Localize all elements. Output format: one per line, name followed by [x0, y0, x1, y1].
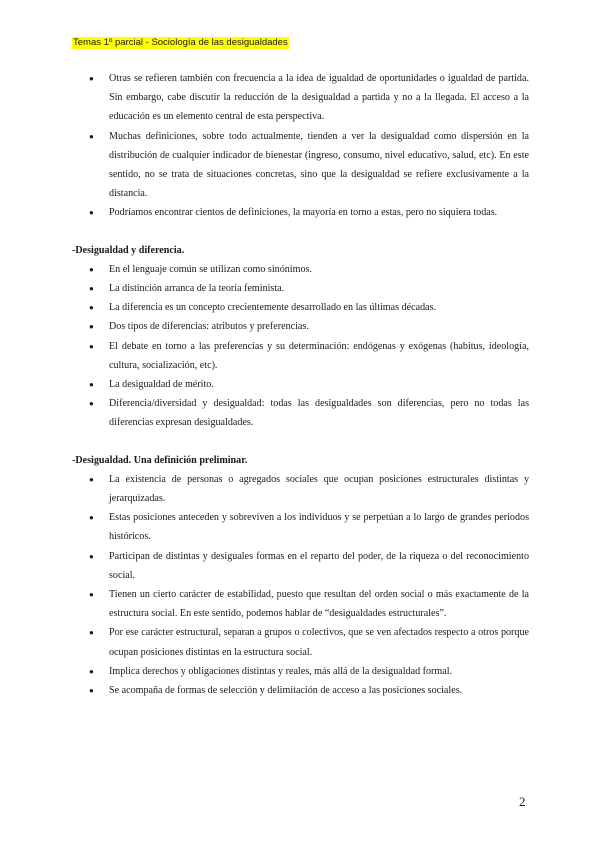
bullet-icon: ● — [89, 284, 94, 294]
bullet-item — [72, 681, 529, 700]
section-title-desigualdad-diferencia: -Desigualdad y diferencia. — [72, 244, 185, 256]
bullet-icon: ● — [89, 399, 94, 409]
bullet-item — [72, 470, 529, 508]
bullet-icon: ● — [89, 341, 94, 351]
bullet-item — [72, 508, 529, 546]
bullet-icon: ● — [89, 380, 94, 390]
bullet-text: Tienen un cierto carácter de estabilidad, puesto que resultan del orden social o más exactamente de la estructura social. En este sentido, podemos hablar de “desigualdades estructurales”. — [109, 589, 529, 620]
bullet-item — [72, 203, 529, 222]
bullet-text: Estas posiciones anteceden y sobreviven a los individuos y se perpetúan a lo largo de grandes periodos históricos. — [109, 512, 529, 543]
bullet-item — [72, 375, 529, 394]
bullet-text: La distinción arranca de la teoría feminista. — [109, 283, 285, 295]
bullet-text: La desigualdad de mérito. — [109, 379, 214, 391]
bullet-text: Por ese carácter estructural, separan a grupos o colectivos, que se ven afectados respecto a otros porque ocupan posiciones distintas en la estructura social. — [109, 627, 529, 658]
bullet-item — [72, 337, 529, 375]
bullet-text: Participan de distintas y desiguales formas en el reparto del poder, de la riqueza o del reconocimiento social. — [109, 550, 529, 581]
bullet-item — [72, 317, 529, 336]
bullet-icon: ● — [89, 686, 94, 696]
bullet-text: Dos tipos de diferencias: atributos y preferencias. — [109, 321, 309, 333]
bullet-item — [72, 585, 529, 623]
bullet-icon: ● — [89, 666, 94, 676]
bullet-icon: ● — [89, 513, 94, 523]
bullet-text: El debate en torno a las preferencias y su determinación: endógenas y exógenas (habitus, ideología, cultura, socialización, etc). — [109, 340, 529, 371]
bullet-icon: ● — [89, 474, 94, 484]
bullet-item — [72, 547, 529, 585]
page-number: 2 — [519, 794, 526, 809]
bullet-icon: ● — [89, 322, 94, 332]
bullet-item — [72, 279, 529, 298]
bullet-icon: ● — [89, 303, 94, 313]
bullet-item — [72, 394, 529, 432]
bullet-text: La diferencia es un concepto crecientemente desarrollado en las últimas décadas. — [109, 302, 437, 314]
bullet-icon: ● — [89, 628, 94, 638]
bullet-icon: ● — [89, 208, 94, 218]
bullet-icon: ● — [89, 551, 94, 561]
bullet-text: Muchas definiciones, sobre todo actualmente, tienden a ver la desigualdad como dispersión en la distribución de cualquier indicador de bienestar (ingreso, consumo, nivel educativo, salud, etc). En este sentido, no se trata de situaciones concretas, sino que la desigualdad se refiere exclusivamente a la distancia. — [109, 130, 529, 200]
bullet-item — [72, 69, 529, 127]
bullet-item — [72, 298, 529, 317]
bullet-text: Diferencia/diversidad y desigualdad: todas las desigualdades son diferencias, pero no todas las diferencias expresan desigualdades. — [109, 398, 529, 429]
bullet-text: Otras se refieren también con frecuencia a la idea de igualdad de oportunidades o igualdad de partida. Sin embargo, cabe discutir la reducción de la desigualdad a partida y no a la llegada. El acceso a la educación es un elemento central de esta perspectiva. — [109, 73, 529, 123]
intro-list — [72, 69, 529, 223]
bullet-icon: ● — [89, 74, 94, 83]
section1-list — [72, 260, 529, 433]
section2-list — [72, 470, 529, 700]
section-title-definicion-preliminar: -Desigualdad. Una definición preliminar. — [72, 454, 248, 466]
bullet-item — [72, 662, 529, 681]
bullet-item — [72, 260, 529, 279]
document-body — [72, 69, 529, 700]
bullet-icon: ● — [89, 590, 94, 600]
document-header: Temas 1º parcial - Sociología de las desigualdades — [73, 37, 288, 48]
bullet-text: Implica derechos y obligaciones distintas y reales, más allá de la desigualdad formal. — [109, 665, 453, 677]
bullet-text: Podríamos encontrar cientos de definiciones, la mayoría en torno a estas, pero no siquiera todas. — [109, 207, 498, 219]
bullet-text: En el lenguaje común se utilizan como sinónimos. — [109, 263, 312, 275]
bullet-item — [72, 623, 529, 661]
bullet-item — [72, 127, 529, 204]
bullet-icon: ● — [89, 264, 94, 274]
bullet-text: La existencia de personas o agregados sociales que ocupan posiciones estructurales distintas y jerarquizadas. — [109, 473, 529, 505]
bullet-text: Se acompaña de formas de selección y delimitación de acceso a las posiciones sociales. — [109, 685, 463, 697]
bullet-icon: ● — [89, 131, 94, 141]
